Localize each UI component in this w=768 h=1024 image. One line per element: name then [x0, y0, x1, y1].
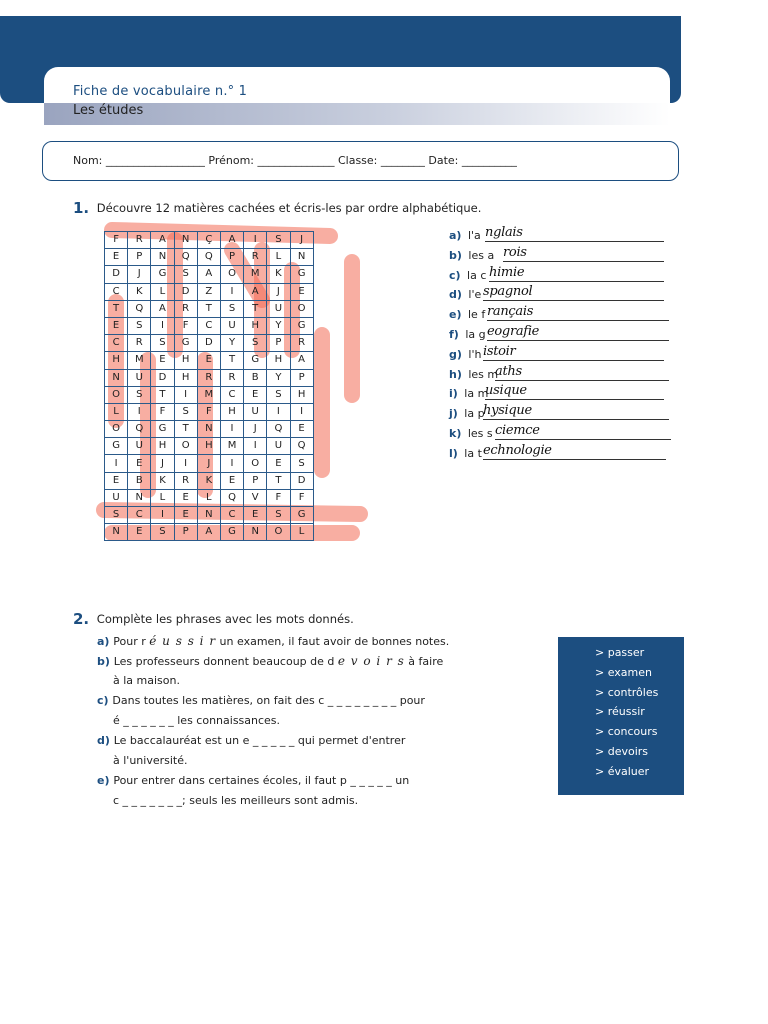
grid-cell: H	[105, 352, 128, 369]
grid-cell: Q	[290, 438, 313, 455]
exercise1-heading	[73, 198, 481, 216]
sentence-text: à faire	[404, 655, 444, 668]
grid-cell: L	[151, 283, 174, 300]
grid-cell: Y	[220, 335, 243, 352]
grid-cell: S	[220, 300, 243, 317]
handwritten-answer: hysique	[483, 403, 532, 419]
exercise2-heading	[73, 609, 354, 627]
sentence-line	[97, 693, 449, 713]
grid-cell: S	[290, 455, 313, 472]
grid-cell: N	[197, 421, 220, 438]
grid-cell: E	[151, 352, 174, 369]
grid-cell: S	[151, 524, 174, 541]
sentence-letter: b)	[97, 655, 114, 668]
grid-row	[105, 455, 314, 472]
grid-cell: L	[267, 249, 290, 266]
grid-cell: R	[128, 335, 151, 352]
grid-cell: K	[128, 283, 151, 300]
handwritten-answer: himie	[489, 264, 525, 280]
grid-row	[105, 300, 314, 317]
answer-letter: d)	[449, 288, 462, 302]
answer-letter: b)	[449, 248, 462, 262]
grid-cell: L	[151, 489, 174, 506]
grid-cell: P	[244, 472, 267, 489]
answer-letter: i)	[449, 387, 458, 401]
grid-cell: J	[290, 232, 313, 249]
grid-cell: E	[244, 507, 267, 524]
answer-letter: j)	[449, 407, 458, 421]
handwritten-answer: rois	[503, 244, 527, 260]
grid-cell: Y	[267, 317, 290, 334]
grid-cell: K	[197, 472, 220, 489]
grid-cell: L	[290, 524, 313, 541]
grid-cell: C	[105, 283, 128, 300]
worksheet-subtitle: Les études	[73, 103, 144, 118]
handwritten-answer: spagnol	[483, 284, 533, 300]
handwritten-answer: nglais	[485, 225, 523, 240]
sentence-text: Le baccalauréat est un e _ _ _ _ _ qui permet d'entrer	[113, 734, 406, 747]
grid-cell: N	[197, 507, 220, 524]
answer-list	[449, 225, 552, 467]
sentence-line	[97, 633, 449, 653]
grid-cell: S	[267, 232, 290, 249]
grid-row	[105, 438, 314, 455]
grid-cell: I	[128, 403, 151, 420]
grid-cell: D	[290, 472, 313, 489]
grid-cell: A	[151, 232, 174, 249]
answer-prompt: les m	[464, 367, 499, 381]
grid-cell: S	[151, 335, 174, 352]
grid-cell: N	[244, 524, 267, 541]
grid-cell: G	[220, 524, 243, 541]
grid-cell: R	[197, 369, 220, 386]
grid-cell: P	[290, 369, 313, 386]
handwritten-answer: echnologie	[483, 442, 552, 458]
grid-cell: U	[105, 489, 128, 506]
grid-cell: U	[128, 438, 151, 455]
grid-cell: D	[174, 283, 197, 300]
student-info-box	[42, 141, 679, 181]
grid-cell: O	[290, 300, 313, 317]
handwritten-fill[interactable]: é u s s i r	[149, 634, 217, 648]
grid-cell: Q	[174, 249, 197, 266]
grid-cell: S	[128, 317, 151, 334]
grid-cell: P	[267, 335, 290, 352]
sentence-letter: e)	[97, 774, 114, 787]
grid-cell: B	[128, 472, 151, 489]
answer-row	[449, 225, 523, 249]
answer-prompt: la t	[460, 446, 482, 460]
grid-cell: E	[267, 455, 290, 472]
exercise1-number: 1.	[73, 199, 90, 217]
answer-line[interactable]	[483, 419, 669, 420]
grid-cell: C	[105, 335, 128, 352]
grid-cell: I	[151, 507, 174, 524]
grid-cell: F	[267, 489, 290, 506]
grid-cell: P	[128, 249, 151, 266]
grid-cell: F	[290, 489, 313, 506]
answer-prompt: l'h	[464, 347, 482, 361]
sentence-text: c _ _ _ _ _ _ _; seuls les meilleurs sont admis.	[113, 794, 359, 807]
grid-cell: S	[267, 386, 290, 403]
grid-row	[105, 524, 314, 541]
answer-prompt: la c	[463, 268, 487, 282]
grid-cell: G	[290, 266, 313, 283]
grid-cell: E	[197, 352, 220, 369]
grid-cell: O	[244, 455, 267, 472]
grid-cell: L	[197, 489, 220, 506]
answer-prompt: l'a	[464, 229, 481, 242]
grid-row	[105, 249, 314, 266]
answer-line[interactable]	[489, 281, 664, 282]
answer-line[interactable]	[483, 360, 664, 361]
grid-cell: E	[174, 507, 197, 524]
grid-cell: S	[128, 386, 151, 403]
grid-cell: O	[220, 266, 243, 283]
grid-cell: M	[197, 386, 220, 403]
sentence-text: Pour entrer dans certaines écoles, il faut p _ _ _ _ _ un	[113, 774, 410, 787]
exercise2-instruction: Complète les phrases avec les mots donnés.	[96, 612, 354, 626]
word-bank	[558, 637, 684, 795]
grid-cell: Q	[128, 421, 151, 438]
grid-cell: J	[128, 266, 151, 283]
grid-cell: R	[174, 472, 197, 489]
grid-cell: N	[151, 249, 174, 266]
word-bank-item: > examen	[595, 665, 652, 679]
grid-cell: Q	[128, 300, 151, 317]
word-bank-item: > devoirs	[595, 744, 649, 758]
grid-cell: Q	[220, 489, 243, 506]
grid-cell: G	[290, 317, 313, 334]
answer-letter: h)	[449, 367, 462, 381]
answer-prompt: la g	[461, 327, 486, 341]
grid-cell: A	[244, 283, 267, 300]
sentence-list	[97, 633, 449, 813]
grid-cell: Q	[197, 249, 220, 266]
answer-line[interactable]	[503, 261, 664, 262]
grid-row	[105, 489, 314, 506]
grid-cell: C	[197, 317, 220, 334]
grid-cell: H	[151, 438, 174, 455]
handwritten-answer: usique	[485, 383, 527, 399]
grid-cell: O	[105, 421, 128, 438]
grid-cell: G	[105, 438, 128, 455]
sentence-line	[97, 733, 449, 753]
grid-cell: H	[290, 386, 313, 403]
answer-line[interactable]	[483, 300, 664, 301]
answer-letter: f)	[449, 327, 459, 341]
grid-cell: T	[220, 352, 243, 369]
answer-line[interactable]	[487, 340, 669, 341]
grid-cell: O	[174, 438, 197, 455]
word-search-grid	[104, 231, 314, 541]
grid-cell: M	[244, 266, 267, 283]
exercise2-number: 2.	[73, 610, 90, 628]
grid-cell: S	[244, 335, 267, 352]
grid-cell: T	[105, 300, 128, 317]
grid-cell: O	[267, 524, 290, 541]
grid-row	[105, 335, 314, 352]
grid-cell: S	[105, 507, 128, 524]
grid-cell: E	[105, 249, 128, 266]
grid-cell: G	[151, 266, 174, 283]
grid-row	[105, 266, 314, 283]
grid-cell: D	[151, 369, 174, 386]
grid-cell: T	[244, 300, 267, 317]
grid-cell: G	[174, 335, 197, 352]
answer-prompt: l'e	[464, 288, 482, 302]
grid-cell: E	[128, 524, 151, 541]
student-info-fields: Nom: __________________ Prénom: ______________ Classe: ________ Date: __________	[73, 154, 517, 167]
grid-cell: N	[128, 489, 151, 506]
sentence-text: à la maison.	[113, 674, 180, 687]
answer-letter: a)	[449, 229, 462, 242]
grid-cell: L	[105, 403, 128, 420]
grid-cell: J	[197, 455, 220, 472]
sentence-text: un examen, il faut avoir de bonnes notes.	[216, 635, 450, 648]
grid-cell: V	[244, 489, 267, 506]
grid-cell: E	[220, 472, 243, 489]
grid-cell: A	[197, 266, 220, 283]
grid-cell: H	[174, 352, 197, 369]
grid-cell: T	[267, 472, 290, 489]
handwritten-answer: istoir	[483, 343, 516, 359]
grid-cell: D	[197, 335, 220, 352]
handwritten-fill[interactable]: e v o i r s	[337, 654, 405, 668]
answer-row	[449, 442, 552, 467]
grid-cell: T	[151, 386, 174, 403]
grid-row	[105, 369, 314, 386]
grid-cell: F	[174, 317, 197, 334]
grid-cell: H	[244, 317, 267, 334]
grid-cell: R	[290, 335, 313, 352]
grid-cell: T	[197, 300, 220, 317]
word-bank-item: > contrôles	[595, 685, 659, 699]
sentence-letter: d)	[97, 734, 114, 747]
grid-cell: A	[151, 300, 174, 317]
sentence-text: à l'université.	[113, 754, 188, 767]
grid-cell: U	[244, 403, 267, 420]
answer-prompt: le f	[464, 308, 486, 322]
grid-row	[105, 232, 314, 249]
sentence-text: Les professeurs donnent beaucoup de d	[113, 655, 338, 668]
sentence-text: é _ _ _ _ _ _ les connaissances.	[113, 714, 281, 727]
grid-cell: R	[128, 232, 151, 249]
grid-cell: M	[220, 438, 243, 455]
grid-cell: J	[151, 455, 174, 472]
grid-cell: G	[151, 421, 174, 438]
grid-cell: B	[244, 369, 267, 386]
sentence-letter: c)	[97, 694, 113, 707]
grid-cell: E	[105, 317, 128, 334]
grid-cell: S	[174, 266, 197, 283]
grid-cell: K	[151, 472, 174, 489]
grid-cell: I	[244, 232, 267, 249]
answer-line[interactable]	[483, 459, 666, 460]
answer-row	[449, 343, 516, 368]
grid-row	[105, 317, 314, 334]
grid-cell: I	[105, 455, 128, 472]
answer-prompt: la p	[460, 407, 485, 421]
grid-cell: S	[174, 403, 197, 420]
word-bank-item: > évaluer	[595, 764, 650, 778]
grid-cell: F	[197, 403, 220, 420]
sentence-text: Pour r	[113, 635, 150, 648]
grid-row	[105, 403, 314, 420]
grid-cell: F	[105, 232, 128, 249]
sentence-line	[97, 773, 449, 793]
handwritten-answer: ciemce	[495, 422, 540, 438]
grid-cell: C	[220, 507, 243, 524]
answer-letter: e)	[449, 308, 462, 322]
grid-row	[105, 352, 314, 369]
grid-cell: E	[105, 472, 128, 489]
answer-line[interactable]	[485, 241, 664, 242]
grid-cell: Z	[197, 283, 220, 300]
sentence-line	[97, 653, 449, 673]
grid-cell: F	[151, 403, 174, 420]
grid-cell: H	[197, 438, 220, 455]
grid-cell: N	[290, 249, 313, 266]
grid-cell: I	[290, 403, 313, 420]
word-bank-item: > réussir	[595, 705, 645, 719]
handwritten-answer: eografie	[487, 323, 540, 339]
grid-cell: T	[174, 421, 197, 438]
answer-prompt: les a	[464, 248, 495, 262]
answer-prompt: les s	[464, 426, 493, 440]
answer-line[interactable]	[485, 399, 664, 400]
answer-letter: g)	[449, 347, 462, 361]
answer-prompt: la m	[460, 387, 489, 401]
grid-cell: N	[105, 369, 128, 386]
worksheet-title: Fiche de vocabulaire n.° 1	[73, 84, 248, 99]
answer-letter: k)	[449, 426, 462, 440]
grid-row	[105, 507, 314, 524]
grid-cell: I	[220, 455, 243, 472]
grid-cell: I	[151, 317, 174, 334]
answer-line[interactable]	[495, 439, 671, 440]
grid-row	[105, 421, 314, 438]
grid-cell: C	[220, 386, 243, 403]
grid-cell: E	[128, 455, 151, 472]
grid-cell: K	[267, 266, 290, 283]
grid-row	[105, 283, 314, 300]
answer-line[interactable]	[487, 320, 669, 321]
grid-cell: J	[267, 283, 290, 300]
grid-cell: Ç	[197, 232, 220, 249]
grid-cell: A	[220, 232, 243, 249]
answer-letter: l)	[449, 446, 458, 460]
grid-cell: E	[244, 386, 267, 403]
grid-cell: I	[244, 438, 267, 455]
sentence-letter: a)	[97, 635, 114, 648]
grid-cell: U	[220, 317, 243, 334]
grid-cell: S	[267, 507, 290, 524]
grid-cell: G	[244, 352, 267, 369]
grid-cell: I	[174, 455, 197, 472]
grid-cell: C	[128, 507, 151, 524]
grid-cell: H	[220, 403, 243, 420]
grid-cell: R	[174, 300, 197, 317]
grid-cell: N	[105, 524, 128, 541]
grid-cell: Q	[267, 421, 290, 438]
grid-cell: P	[220, 249, 243, 266]
grid-cell: U	[267, 300, 290, 317]
exercise1-instruction: Découvre 12 matières cachées et écris-les par ordre alphabétique.	[96, 201, 482, 215]
grid-cell: J	[244, 421, 267, 438]
word-bank-item: > concours	[595, 725, 658, 739]
sentence-text: Dans toutes les matières, on fait des c _ _ _ _ _ _ _ _ pour	[112, 694, 425, 707]
grid-cell: I	[174, 386, 197, 403]
grid-cell: I	[220, 421, 243, 438]
answer-letter: c)	[449, 268, 461, 282]
grid-cell: I	[220, 283, 243, 300]
grid-cell: N	[174, 232, 197, 249]
grid-cell: R	[244, 249, 267, 266]
sentence-line	[97, 673, 449, 693]
grid-cell: G	[290, 507, 313, 524]
grid-cell: E	[174, 489, 197, 506]
handwritten-answer: rançais	[487, 304, 534, 320]
grid-cell: A	[197, 524, 220, 541]
answer-row	[449, 403, 532, 427]
sentence-line	[97, 753, 449, 773]
grid-cell: O	[105, 386, 128, 403]
word-bank-item: > passer	[595, 646, 645, 659]
grid-cell: D	[105, 266, 128, 283]
grid-cell: Y	[267, 369, 290, 386]
sentence-line	[97, 793, 449, 813]
grid-cell: H	[174, 369, 197, 386]
grid-cell: E	[290, 421, 313, 438]
grid-cell: E	[290, 283, 313, 300]
grid-cell: A	[290, 352, 313, 369]
answer-line[interactable]	[495, 380, 669, 381]
grid-cell: M	[128, 352, 151, 369]
grid-cell: P	[174, 524, 197, 541]
grid-cell: U	[128, 369, 151, 386]
grid-row	[105, 386, 314, 403]
handwritten-answer: aths	[495, 363, 522, 379]
sentence-line	[97, 713, 449, 733]
grid-cell: I	[267, 403, 290, 420]
grid-cell: U	[267, 438, 290, 455]
grid-cell: H	[267, 352, 290, 369]
grid-cell: R	[220, 369, 243, 386]
grid-row	[105, 472, 314, 489]
